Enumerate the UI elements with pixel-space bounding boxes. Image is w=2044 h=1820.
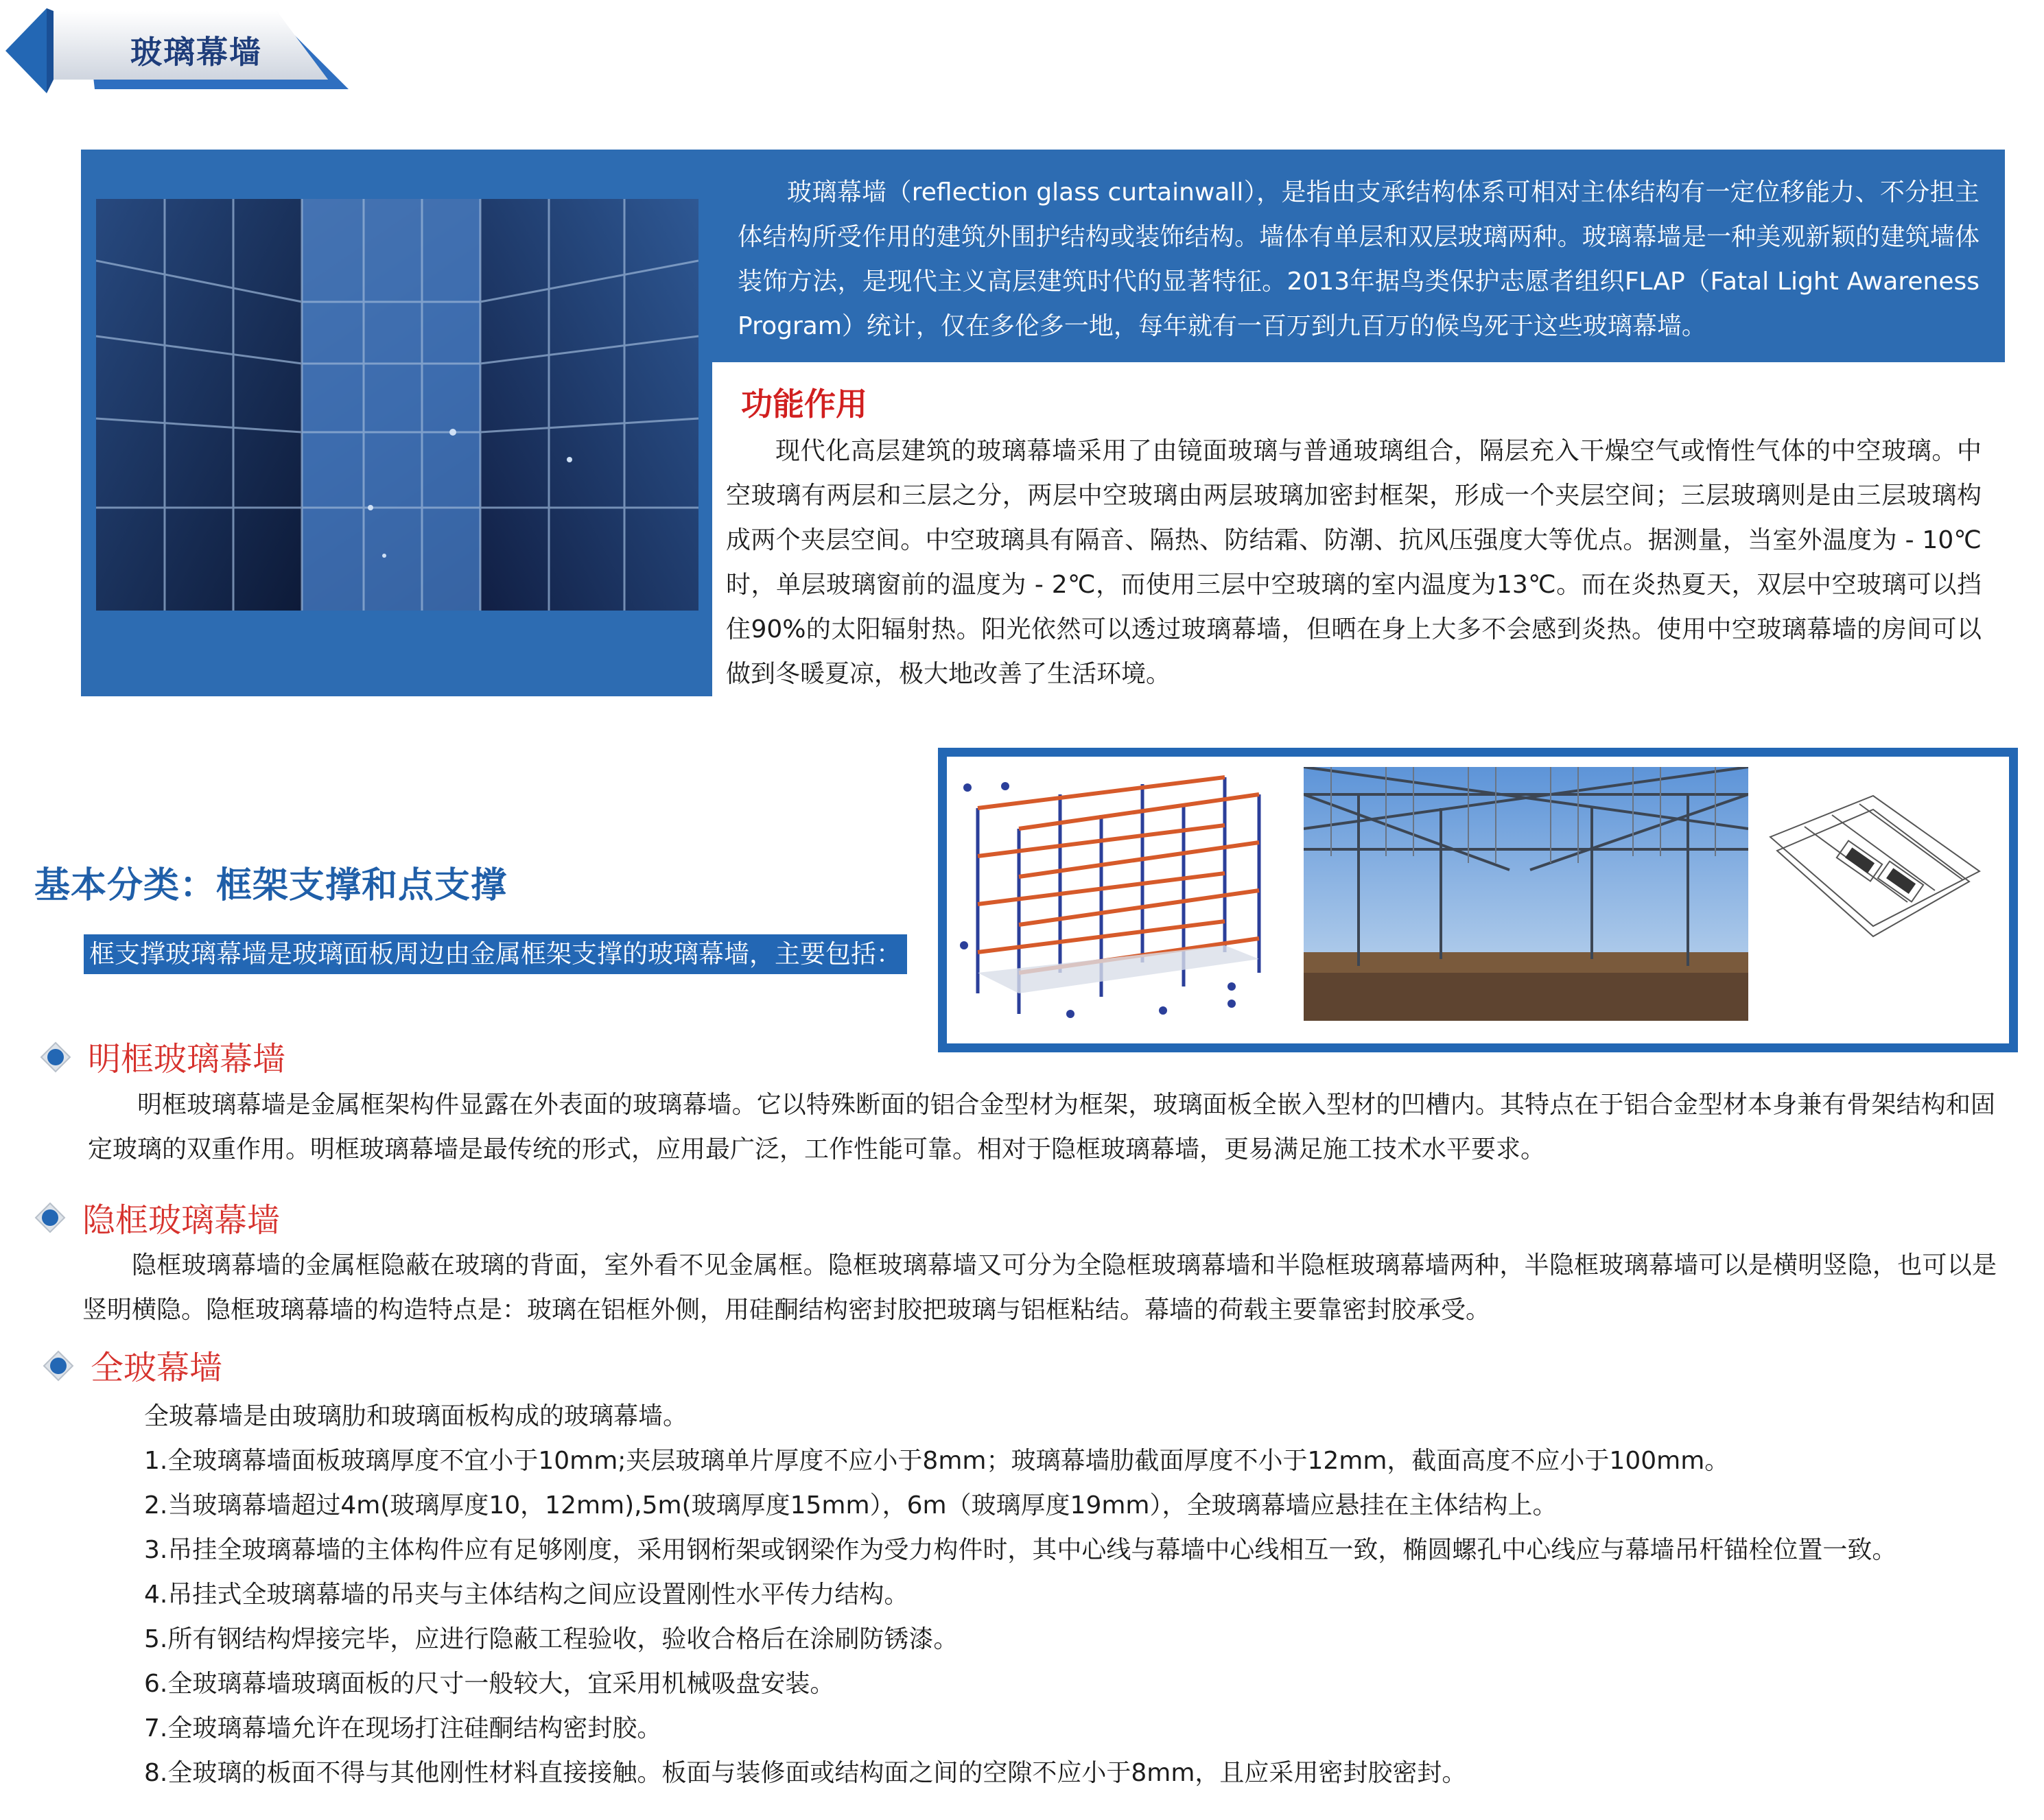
steel-rack-diagram <box>957 767 1280 1028</box>
section-paragraph-hidden-frame: 隐框玻璃幕墙的金属框隐蔽在玻璃的背面，室外看不见金属框。隐框玻璃幕墙又可分为全隐框玻璃幕墙和半隐框玻璃幕墙两种，半隐框玻璃幕墙可以是横明竖隐，也可以是竖明横隐。隐框玻璃幕墙的构造特点是：玻璃在铝框外侧，用硅酮结构密封胶把玻璃与铝框粘结。幕墙的荷载主要靠密封胶承受。 <box>82 1251 1997 1324</box>
function-paragraph: 现代化高层建筑的玻璃幕墙采用了由镜面玻璃与普通玻璃组合，隔层充入干燥空气或惰性气体的中空玻璃。中空玻璃有两层和三层之分，两层中空玻璃由两层玻璃加密封框架，形成一个夹层空间；三层玻璃则是由三层玻璃构成两个夹层空间。中空玻璃具有隔音、隔热、防结霜、防潮、抗风压强度大等优点。据测量，当室外温度为 - 10℃时，单层玻璃窗前的温度为 - 2℃，而使用三层中空玻璃的室内温度为13℃。而在炎热夏天，双层中空玻璃可以挡住90%的太阳辐射热。阳光依然可以透过玻璃幕墙，但晒在身上大多不会感到炎热。使用中空玻璃幕墙的房间可以做到冬暖夏凉，极大地改善了生活环境。 <box>726 437 1982 688</box>
list-item: 5.所有钢结构焊接完毕，应进行隐蔽工程验收，验收合格后在涂刷防锈漆。 <box>144 1625 959 1653</box>
glass-fixing-detail-drawing <box>1763 789 1986 974</box>
function-heading: 功能作用 <box>741 386 867 423</box>
list-item: 6.全玻璃幕墙玻璃面板的尺寸一般较大，宜采用机械吸盘安装。 <box>144 1670 835 1698</box>
section-paragraph-framed: 明框玻璃幕墙是金属框架构件显露在外表面的玻璃幕墙。它以特殊断面的铝合金型材为框架，玻璃面板全嵌入型材的凹槽内。其特点在于铝合金型材本身兼有骨架结构和固定玻璃的双重作用。明框玻璃幕墙是最传统的形式，应用最广泛，工作性能可靠。相对于隐框玻璃幕墙，更易满足施工技术水平要求。 <box>88 1091 1995 1163</box>
list-item: 3.吊挂全玻璃幕墙的主体构件应有足够刚度，采用钢桁架或钢梁作为受力构件时，其中心线与幕墙中心线相互一致，椭圆螺孔中心线应与幕墙吊杆锚栓位置一致。 <box>144 1536 1897 1564</box>
list-item: 2.当玻璃幕墙超过4m(玻璃厚度10，12mm),5m(玻璃厚度15mm），6m（玻璃厚度19mm），全玻璃幕墙应悬挂在主体结构上。 <box>144 1491 1558 1520</box>
list-item: 全玻幕墙是由玻璃肋和玻璃面板构成的玻璃幕墙。 <box>144 1402 688 1430</box>
list-item: 4.吊挂式全玻璃幕墙的吊夹与主体结构之间应设置刚性水平传力结构。 <box>144 1581 909 1609</box>
number-badge-2-icon <box>34 1202 66 1233</box>
section-heading-hidden-frame: 隐框玻璃幕墙 <box>82 1201 281 1240</box>
page-title: 玻璃幕墙 <box>130 34 262 71</box>
classification-heading: 基本分类：框架支撑和点支撑 <box>34 865 508 906</box>
section-heading-framed: 明框玻璃幕墙 <box>88 1040 286 1078</box>
intro-paragraph: 玻璃幕墙（reflection glass curtainwall），是指由支承结构体系可相对主体结构有一定位移能力、不分担主体结构所受作用的建筑外围护结构或装饰结构。墙体有单层和双层玻璃两种。玻璃幕墙是一种美观新颖的建筑墙体装饰方法，是现代主义高层建筑时代的显著特征。2013年据鸟类保护志愿者组织FLAP（Fatal Light Awareness Program）统计，仅在多伦多一地，每年就有一百万到九百万的候鸟死于这些玻璃幕墙。 <box>738 178 1980 340</box>
glass-curtain-wall-photo <box>96 199 698 611</box>
section-heading-full-glass: 全玻幕墙 <box>91 1349 223 1387</box>
number-badge-1-icon <box>40 1041 71 1073</box>
list-item: 7.全玻璃幕墙允许在现场打注硅酮结构密封胶。 <box>144 1714 662 1742</box>
list-item: 1.全玻璃幕墙面板玻璃厚度不宜小于10mm;夹层玻璃单片厚度不应小于8mm；玻璃幕墙肋截面厚度不小于12mm，截面高度不应小于100mm。 <box>144 1447 1730 1475</box>
classification-subtitle: 框支撑玻璃幕墙是玻璃面板周边由金属框架支撑的玻璃幕墙，主要包括： <box>84 934 907 974</box>
full-glass-requirements-list <box>144 1394 1997 1795</box>
number-badge-3-icon <box>43 1350 74 1382</box>
list-item: 8.全玻璃的板面不得与其他刚性材料直接接触。板面与装修面或结构面之间的空隙不应小于8mm，且应采用密封胶密封。 <box>144 1759 1467 1787</box>
steel-structure-photo <box>1304 767 1748 1021</box>
